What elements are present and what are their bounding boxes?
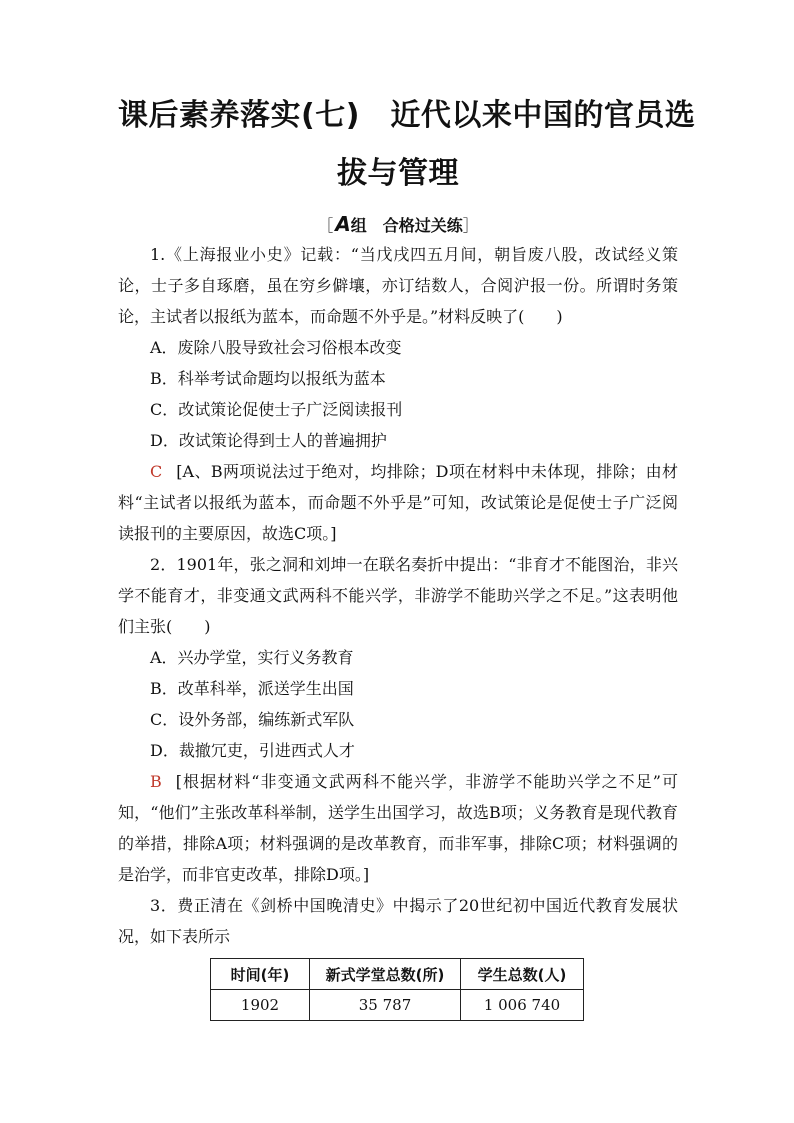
- table-cell-year: 1902: [211, 990, 310, 1021]
- table-cell-students: 1 006 740: [461, 990, 584, 1021]
- question-2-option-b: B．改革科举，派送学生出国: [150, 679, 354, 698]
- question-3-stem: 3．费正清在《剑桥中国晚清史》中揭示了20世纪初中国近代教育发展状况，如下表所示: [118, 896, 678, 946]
- table-row: [211, 990, 584, 1021]
- question-2-option-a: A．兴办学堂，实行义务教育: [150, 648, 354, 667]
- question-2-stem: 2．1901年，张之洞和刘坤一在联名奏折中提出：“非育才不能图治，非兴学不能育才，非变通文武两科不能兴学，非游学不能助兴学之不足。”这表明他们主张( ): [118, 555, 678, 636]
- table-header-students: 学生总数(人): [461, 959, 584, 990]
- question-1-option-b: B．科举考试命题均以报纸为蓝本: [150, 369, 386, 388]
- education-table: [210, 958, 584, 1021]
- table-header-row: [211, 959, 584, 990]
- group-header-text: 组 合格过关练: [350, 216, 463, 235]
- question-2-option-d: D．裁撤冗吏，引进西式人才: [150, 741, 355, 760]
- question-2-answer-letter: B: [150, 772, 162, 791]
- question-2-explanation: [根据材料“非变通文武两科不能兴学，非游学不能助兴学之不足”可知，“他们”主张改革科举制，送学生出国学习，故选B项；义务教育是现代教育的举措，排除A项；材料强调的是改革教育，而非军事，排除C项；材料强调的是治学，而非官吏改革，排除D项。]: [118, 772, 678, 884]
- question-1-option-a: A．废除八股导致社会习俗根本改变: [150, 338, 402, 357]
- question-1-stem: 1.《上海报业小史》记载：“当戊戌四五月间，朝旨废八股，改试经义策论，士子多自琢磨，虽在穷乡僻壤，亦订结数人，合阅沪报一份。所谓时务策论，主试者以报纸为蓝本，而命题不外乎是。”材料反映了( ): [118, 245, 678, 326]
- question-1-option-c: C．改试策论促使士子广泛阅读报刊: [150, 400, 403, 419]
- question-1-explanation: [A、B两项说法过于绝对，均排除；D项在材料中未体现，排除；由材料“主试者以报纸为蓝本，而命题不外乎是”可知，改试策论是促使士子广泛阅读报刊的主要原因，故选C项。]: [118, 462, 678, 543]
- group-header: [118, 209, 678, 239]
- page-title: [118, 87, 696, 203]
- group-header-open-bracket: ［: [317, 216, 334, 235]
- table-header-schools: 新式学堂总数(所): [310, 959, 461, 990]
- question-1-option-d: D．改试策论得到士人的普遍拥护: [150, 431, 387, 450]
- group-header-close-bracket: ］: [462, 216, 479, 235]
- table-cell-schools: 35 787: [310, 990, 461, 1021]
- question-2-option-c: C．设外务部，编练新式军队: [150, 710, 355, 729]
- question-1-answer-letter: C: [150, 462, 163, 481]
- document-page: [118, 0, 696, 1021]
- group-badge: A: [335, 212, 351, 236]
- table-header-year: 时间(年): [211, 959, 310, 990]
- question-1-answer: [118, 456, 678, 549]
- title-line-1: 课后素养落实(七) 近代以来中国的官员选: [118, 98, 696, 133]
- title-line-2: 拔与管理: [337, 156, 459, 191]
- question-2-answer: [118, 766, 678, 890]
